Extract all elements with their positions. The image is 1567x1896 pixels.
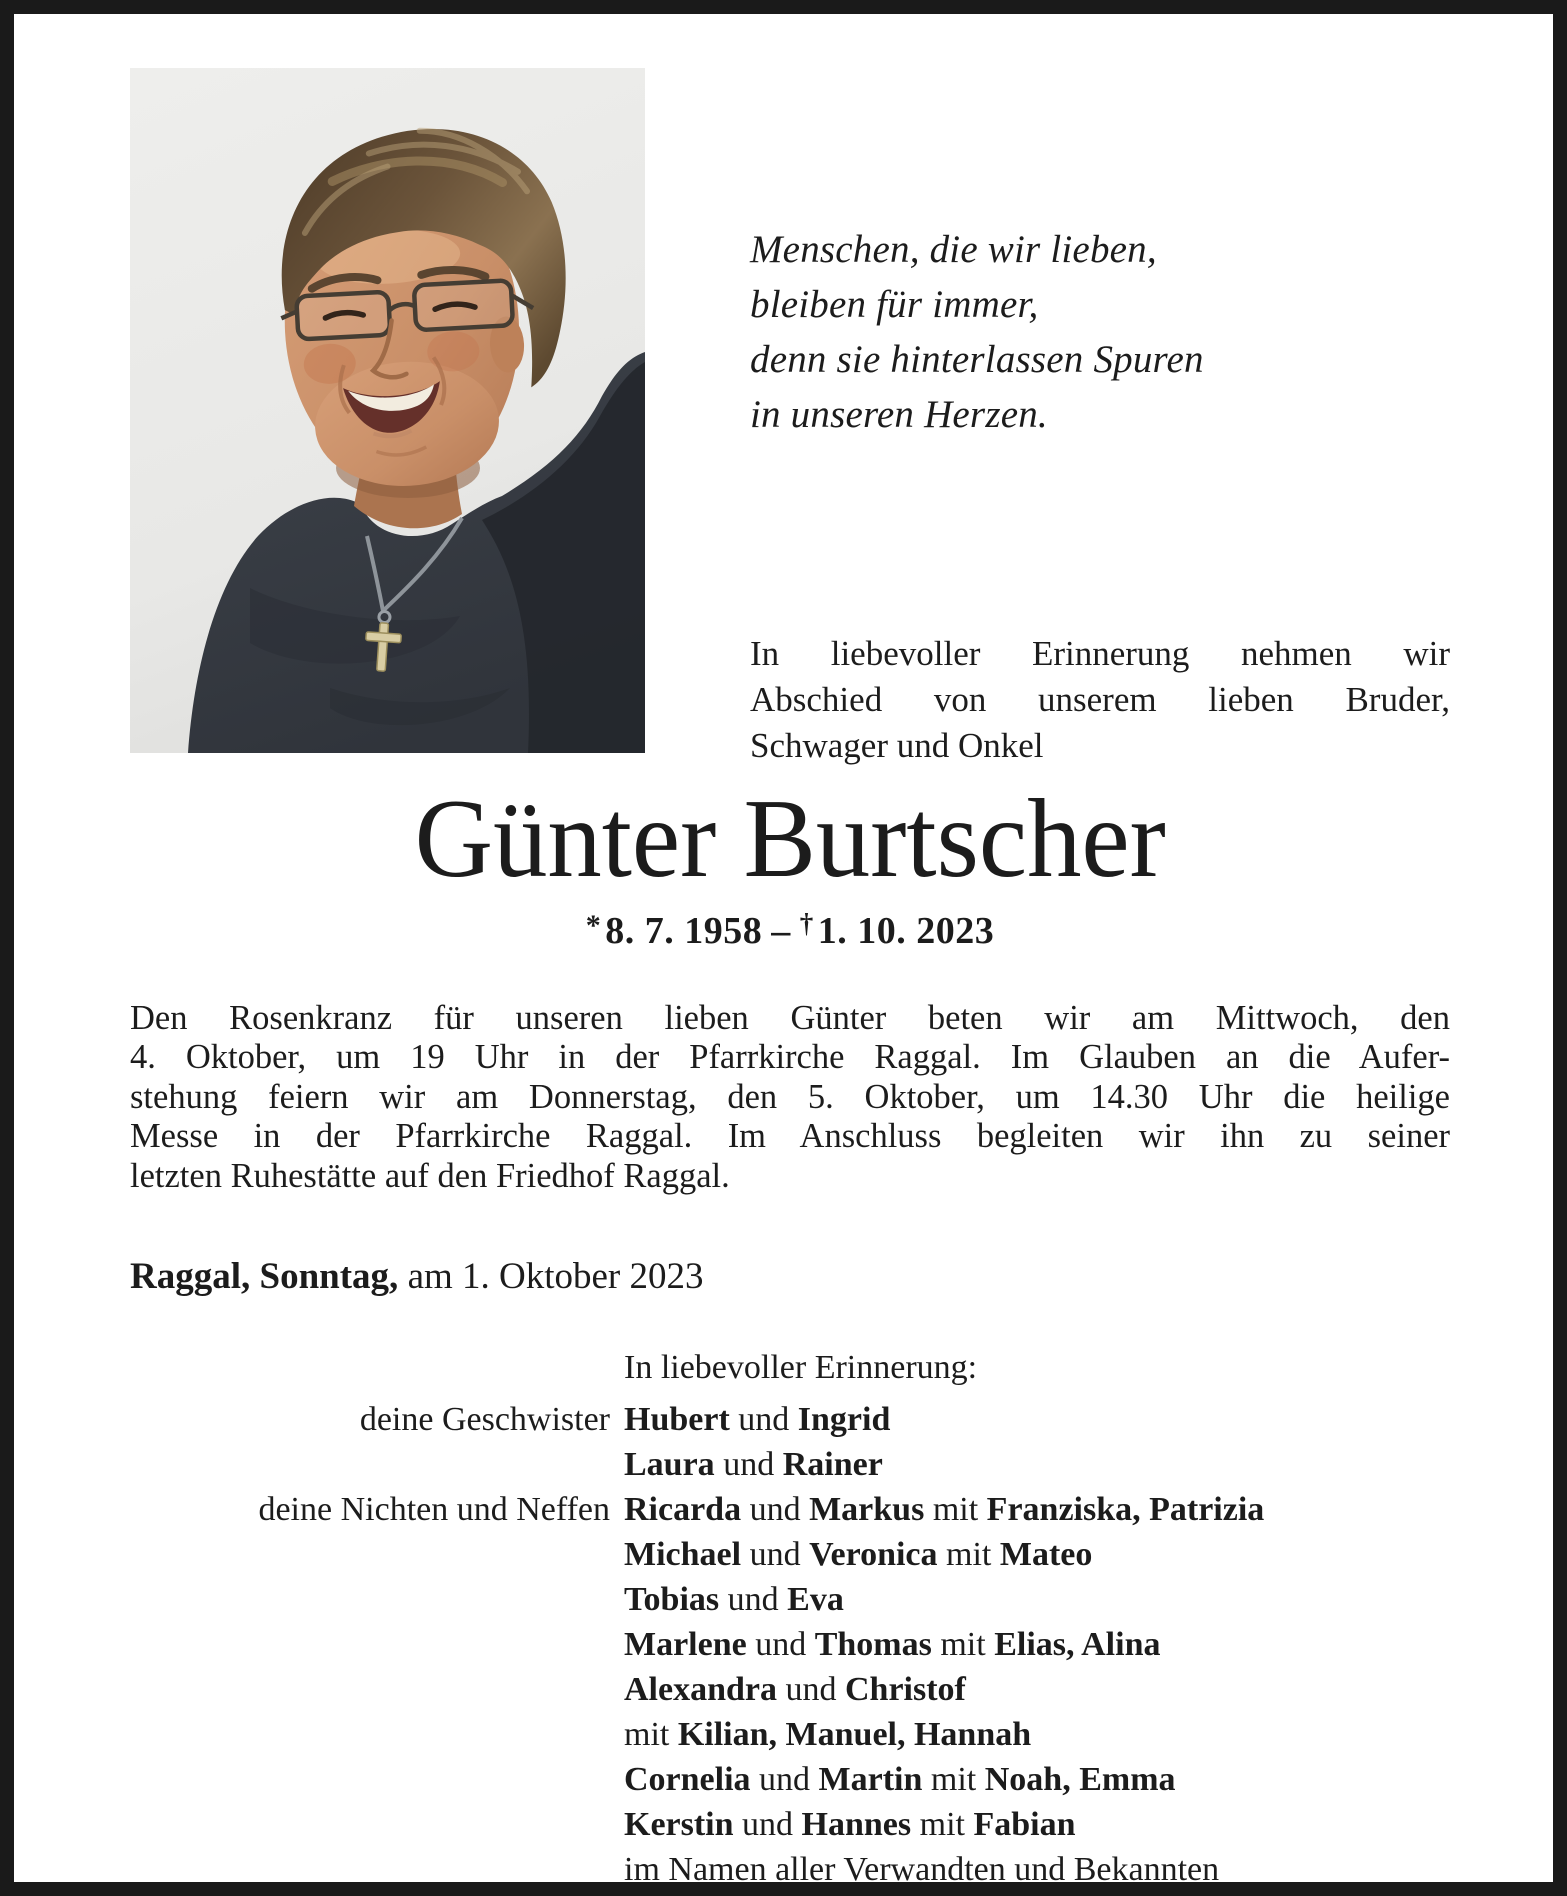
notice-line: stehung feiern wir am Donnerstag, den 5. Oktober, um 14.30 Uhr die heilige — [130, 1077, 1450, 1116]
family-row-label: deine Nichten und Neffen — [258, 1491, 610, 1529]
death-date: 1. 10. 2023 — [817, 910, 995, 952]
family-row-names: Cornelia und Martin mit Noah, Emma — [624, 1761, 1176, 1799]
family-row-label — [130, 1712, 610, 1757]
family-row — [130, 1532, 1450, 1577]
family-row — [130, 1622, 1450, 1667]
notice-line: letzten Ruhestätte auf den Friedhof Raggal. — [130, 1156, 730, 1195]
family-row — [130, 1712, 1450, 1757]
family-rows — [130, 1397, 1450, 1847]
family-row-names: Laura und Rainer — [624, 1446, 883, 1484]
portrait-photo — [130, 68, 645, 753]
family-row-names: mit Kilian, Manuel, Hannah — [624, 1716, 1032, 1754]
poem-line: Menschen, die wir lieben, — [750, 228, 1157, 271]
poem-line: bleiben für immer, — [750, 283, 1039, 326]
family-heading-row — [130, 1345, 1450, 1390]
deceased-name: Günter Burtscher — [414, 777, 1166, 901]
announcement-line: Abschied von unserem lieben Bruder, — [750, 680, 1450, 719]
family-row — [130, 1577, 1450, 1622]
funeral-notice — [130, 999, 1450, 1197]
family-row-label — [130, 1577, 610, 1622]
notice-line: Messe in der Pfarrkirche Raggal. Im Anschluss begleiten wir ihn zu seiner — [130, 1117, 1450, 1156]
birth-symbol-icon: * — [585, 909, 602, 942]
dateline-place: Raggal, Sonntag, — [130, 1256, 399, 1298]
family-row — [130, 1397, 1450, 1442]
family-row — [130, 1442, 1450, 1487]
family-row-label — [130, 1667, 610, 1712]
birth-date: 8. 7. 1958 — [605, 910, 763, 952]
family-row-names: Michael und Veronica mit Mateo — [624, 1536, 1093, 1574]
family-row-label — [130, 1345, 610, 1390]
announcement-line: Schwager und Onkel — [750, 726, 1044, 765]
farewell-announcement — [750, 631, 1450, 769]
family-row — [130, 1487, 1450, 1532]
memorial-poem — [750, 222, 1204, 442]
dateline-date: am 1. Oktober 2023 — [398, 1256, 704, 1298]
family-row-names: Kerstin und Hannes mit Fabian — [624, 1806, 1076, 1844]
family-row-names: Tobias und Eva — [624, 1581, 844, 1619]
poem-line: in unseren Herzen. — [750, 393, 1048, 436]
family-row-names: Hubert und Ingrid — [624, 1401, 891, 1439]
family-row-label — [130, 1757, 610, 1802]
life-dates — [130, 909, 1450, 953]
top-section — [130, 14, 1450, 783]
memorial-card-page — [14, 14, 1553, 1889]
family-row — [130, 1667, 1450, 1712]
family-closing-row — [130, 1847, 1450, 1892]
dates-separator: – — [771, 910, 791, 952]
announcement-line: In liebevoller Erinnerung nehmen wir — [750, 634, 1450, 673]
family-row-names: Marlene und Thomas mit Elias, Alina — [624, 1626, 1161, 1664]
family-heading: In liebevoller Erinnerung: — [624, 1349, 978, 1387]
family-row-label — [130, 1847, 610, 1892]
family-closing: im Namen aller Verwandten und Bekannten — [624, 1851, 1220, 1889]
portrait-illustration — [130, 68, 645, 753]
notice-line: Den Rosenkranz für unseren lieben Günter beten wir am Mittwoch, den — [130, 998, 1450, 1037]
family-row-label — [130, 1532, 610, 1577]
name-line — [130, 777, 1450, 901]
death-symbol-icon: † — [799, 908, 814, 938]
family-row — [130, 1757, 1450, 1802]
family-row-names: Alexandra und Christof — [624, 1671, 966, 1709]
family-row — [130, 1802, 1450, 1847]
family-row-label — [130, 1622, 610, 1667]
family-section — [130, 1345, 1450, 1892]
family-row-names: Ricarda und Markus mit Franziska, Patrizia — [624, 1491, 1265, 1529]
family-row-label — [130, 1442, 610, 1487]
notice-line: 4. Oktober, um 19 Uhr in der Pfarrkirche Raggal. Im Glauben an die Aufer- — [130, 1038, 1450, 1077]
family-row-label — [130, 1802, 610, 1847]
dateline — [130, 1256, 1450, 1298]
family-row-label: deine Geschwister — [359, 1401, 610, 1439]
poem-line: denn sie hinterlassen Spuren — [750, 338, 1204, 381]
